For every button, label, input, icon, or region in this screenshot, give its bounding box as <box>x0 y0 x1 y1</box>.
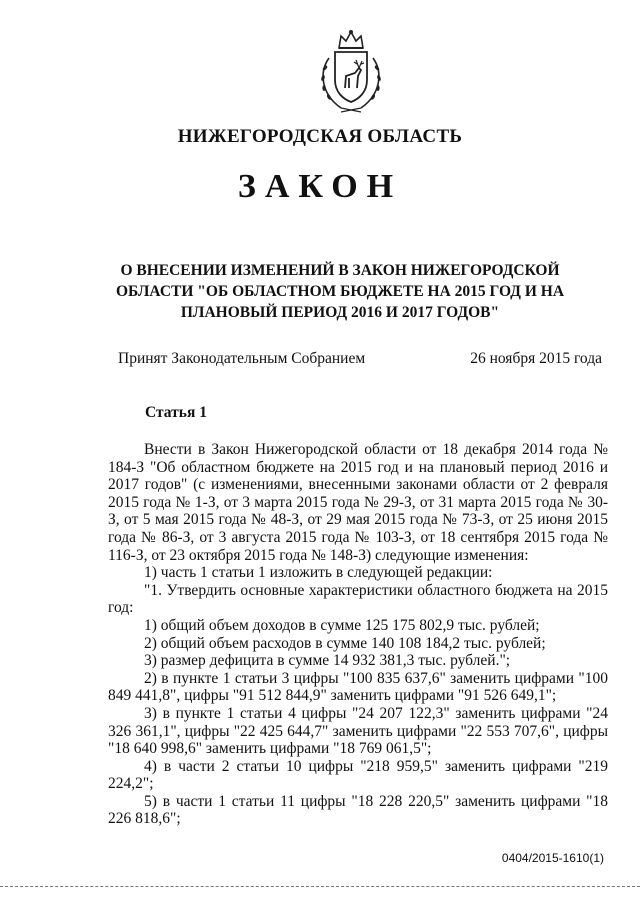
coat-of-arms-icon <box>315 28 387 116</box>
adoption-date: 26 ноября 2015 года <box>470 350 602 367</box>
body-paragraph: 3) размер дефицита в сумме 14 932 381,3 тыс. рублей."; <box>144 652 511 670</box>
adopted-by: Принят Законодательным Собранием <box>118 350 366 367</box>
body-paragraph: 4) в части 2 статьи 10 цифры "218 959,5" заменить цифрами "219 224,2"; <box>108 757 608 793</box>
region-name: НИЖЕГОРОДСКАЯ ОБЛАСТЬ <box>177 126 463 147</box>
body-paragraph: 3) в пункте 1 статьи 4 цифры "24 207 122,3" заменить цифрами "24 326 361,1", цифры "22 425 644,7" заменить цифрами "22 553 707,6", цифры "18 640 998,6" заменить цифрами "18 769 061,5"; <box>108 704 608 758</box>
body-paragraph: 2) общий объем расходов в сумме 140 108 184,2 тыс. рублей; <box>144 634 546 652</box>
article-heading: Статья 1 <box>145 404 207 421</box>
body-paragraph: "1. Утвердить основные характеристики областного бюджета на 2015 год: <box>108 581 608 617</box>
law-title: О ВНЕСЕНИИ ИЗМЕНЕНИЙ В ЗАКОН НИЖЕГОРОДСКОЙ ОБЛАСТИ "ОБ ОБЛАСТНОМ БЮДЖЕТЕ НА 2015 ГОД И НА ПЛАНОВЫЙ ПЕРИОД 2016 И 2017 ГОДОВ" <box>115 262 565 321</box>
body-paragraph: 2) в пункте 1 статьи 3 цифры "100 835 637,6" заменить цифрами "100 849 441,8", цифры "91 512 844,9" заменить цифрами "91 526 649,1"; <box>108 669 608 705</box>
document-type: ЗАКОН <box>237 168 403 205</box>
body-paragraph: Внести в Закон Нижегородской области от 18 декабря 2014 года № 184-З "Об областном бюджете на 2015 год и на плановый период 2016 и 2017 годов" (с изменениями, внесенными законами области от 2 февраля 2015 года № 1-З, от 3 марта 2015 года № 29-З, от 31 марта 2015 года № 30-З, от 5 мая 2015 года № 48-З, от 29 мая 2015 года № 73-З, от 25 июня 2015 года № 86-З, от 3 августа 2015 года № 103-З, от 18 сентября 2015 года № 116-З, от 23 октября 2015 года № 148-З) следующие изменения: <box>108 441 608 564</box>
document-number: 0404/2015-1610(1) <box>501 851 604 865</box>
page-edge-rule <box>0 886 640 887</box>
body-paragraph: 5) в части 1 статьи 11 цифры "18 228 220,5" заменить цифрами "18 226 818,6"; <box>108 792 608 828</box>
body-paragraph: 1) общий объем доходов в сумме 125 175 802,9 тыс. рублей; <box>144 616 540 634</box>
body-paragraph: 1) часть 1 статьи 1 изложить в следующей редакции: <box>144 564 493 582</box>
article-body <box>108 441 608 828</box>
